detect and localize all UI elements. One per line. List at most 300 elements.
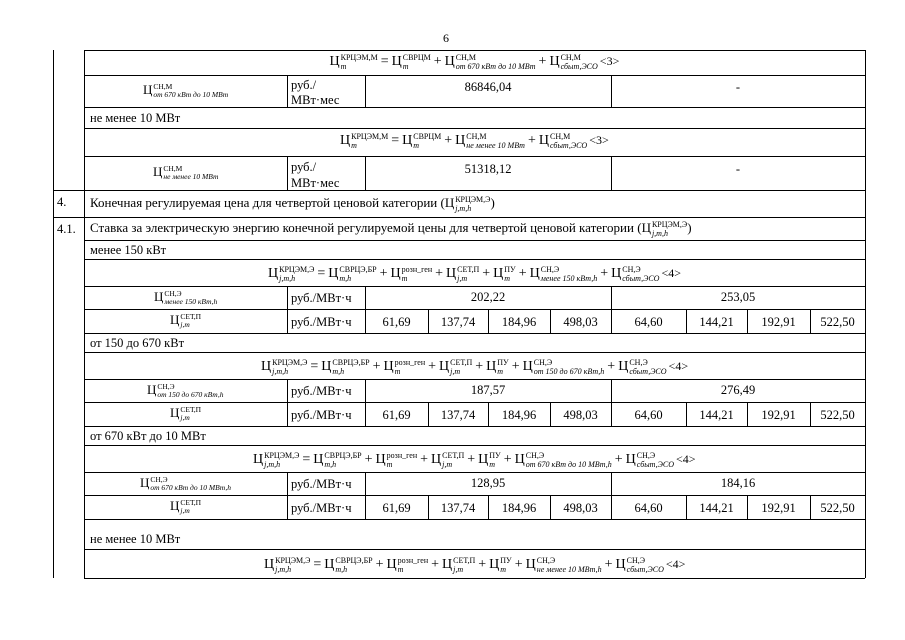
symbol-subscript: от 670 кВт до 10 МВт,h [525, 460, 612, 469]
symbol-indices [324, 451, 361, 469]
symbol-base: Ц [328, 266, 339, 282]
symbol-subscript: m [401, 274, 408, 283]
symbol-superscript: СН,М [153, 82, 173, 92]
symbol-indices [153, 83, 228, 99]
formula-operator: + [435, 266, 444, 282]
formula-term [442, 557, 475, 572]
symbol-subscript: не менее 10 МВт,h [536, 565, 602, 574]
symbol-base: Ц [391, 54, 402, 70]
formula-operator: + [511, 359, 520, 375]
rate-value: 498,03 [563, 501, 598, 515]
table-hline [84, 549, 865, 550]
symbol-subscript: j,m,h [651, 229, 668, 239]
symbol-base: Ц [253, 452, 264, 468]
symbol-indices [489, 451, 500, 469]
formula-operator: + [518, 266, 527, 282]
symbol-indices [622, 265, 659, 283]
formula-term [618, 359, 666, 374]
rate-value: 276,49 [720, 383, 756, 397]
symbol-superscript: ПУ [504, 265, 516, 274]
table-hline [84, 426, 865, 427]
table-hline [84, 107, 865, 108]
symbol-superscript: СН,Э [629, 358, 648, 367]
symbol-subscript: сбыт,ЭСО [560, 62, 598, 71]
rate-value: 137,74 [440, 408, 476, 422]
symbol-subscript: m,h [339, 274, 352, 283]
formula-operator: + [433, 54, 442, 70]
unit-label: руб./МВт·ч [291, 315, 352, 329]
row-symbol [147, 383, 224, 399]
symbol-indices [450, 358, 472, 376]
symbol-superscript: КРЦЭМ,Э [279, 265, 315, 274]
formula-term [486, 359, 509, 374]
formula-lhs [253, 452, 299, 467]
formula-operator: + [482, 266, 491, 282]
row-symbol [170, 313, 201, 329]
rate-value: 522,50 [820, 408, 855, 422]
formula-energy [253, 451, 696, 469]
symbol-indices [561, 53, 598, 71]
formula-term [539, 133, 587, 148]
symbol-superscript: розн_ген [401, 265, 433, 274]
unit-label: руб./МВт·ч [291, 384, 352, 398]
formula-monthly [340, 132, 609, 150]
rate-value: 137,74 [440, 501, 476, 515]
section-heading [90, 195, 495, 213]
symbol-subscript: менее 150 кВт,h [164, 297, 218, 307]
symbol-base: Ц [329, 54, 340, 70]
formula-monthly [330, 53, 620, 71]
symbol-base: Ц [514, 452, 525, 468]
table-hline [84, 286, 865, 287]
symbol-subscript: m [504, 274, 511, 283]
symbol-superscript: СЕТ,П [442, 451, 465, 460]
symbol-indices [332, 358, 369, 376]
rate-value: 187,57 [470, 383, 506, 397]
formula-operator: = [310, 359, 319, 375]
formula-operator: + [538, 54, 547, 70]
symbol-superscript: СН,Э [525, 451, 545, 460]
symbol-superscript: СЕТ,П [180, 405, 202, 415]
rate-value: 144,21 [699, 501, 734, 515]
formula-operator: + [527, 133, 536, 149]
symbol-superscript: СН,Э [622, 265, 641, 274]
symbol-superscript: СВРЦЭ,БР [332, 358, 370, 367]
table-hline [84, 445, 865, 446]
category-label: менее 150 кВт [90, 243, 167, 257]
rate-dash: - [735, 162, 741, 176]
row-symbol [153, 165, 218, 181]
symbol-superscript: СН,М [455, 53, 477, 62]
formula-term [392, 54, 431, 69]
rate-value: 61,69 [382, 501, 411, 515]
formula-term [530, 266, 598, 281]
formula-term [526, 557, 602, 572]
rate-value: 202,22 [470, 290, 506, 304]
formula-operator: + [478, 557, 487, 573]
symbol-superscript: СН,М [466, 132, 487, 141]
symbol-base: Ц [641, 220, 651, 235]
table-vline [287, 156, 288, 190]
rate-value: 184,96 [501, 408, 537, 422]
formula-tag: <4> [668, 359, 689, 374]
symbol-base: Ц [611, 266, 622, 282]
formula-lhs [268, 266, 314, 281]
symbol-subscript: m [413, 141, 420, 150]
category-label: не менее 10 МВт [90, 111, 181, 125]
table-hline [84, 379, 865, 380]
symbol-subscript: m [340, 62, 347, 71]
symbol-base: Ц [431, 452, 442, 468]
category-label: от 150 до 670 кВт [90, 336, 185, 350]
page-number: 6 [443, 31, 449, 45]
formula-term [402, 133, 441, 148]
formula-term [611, 266, 659, 281]
symbol-subscript: от 670 кВт до 10 МВт [455, 62, 536, 71]
unit-label: МВт·мес [291, 176, 340, 190]
row-symbol [170, 406, 201, 422]
row-symbol [143, 83, 228, 99]
symbol-superscript: КРЦЭМ,Э [455, 195, 491, 205]
category-label: не менее 10 МВт [90, 532, 181, 546]
rate-value: 192,91 [761, 501, 796, 515]
symbol-superscript: СВРЦЭ,БР [335, 556, 373, 565]
symbol-superscript: КРЦЭМ,Э [651, 220, 688, 230]
table-hline [84, 50, 865, 51]
formula-energy [261, 358, 688, 376]
symbol-indices [163, 165, 218, 181]
symbol-subscript: менее 150 кВт,h [540, 274, 598, 283]
row-symbol [154, 290, 217, 306]
rate-value: 253,05 [720, 290, 756, 304]
symbol-base: Ц [486, 359, 497, 375]
formula-operator: + [375, 557, 384, 573]
symbol-subscript: не менее 10 МВт [163, 172, 219, 182]
rate-dash: - [735, 80, 741, 94]
symbol-indices [341, 53, 378, 71]
symbol-indices [627, 556, 664, 574]
symbol-indices [456, 53, 536, 71]
symbol-base: Ц [478, 452, 489, 468]
symbol-subscript: m [497, 367, 504, 376]
symbol-base: Ц [170, 405, 180, 420]
rate-value: 184,96 [501, 315, 537, 329]
symbol-base: Ц [340, 133, 351, 149]
rate-value: 61,69 [382, 408, 411, 422]
symbol-superscript: СЕТ,П [450, 358, 473, 367]
formula-term [391, 266, 433, 281]
symbol-subscript: m [386, 460, 393, 469]
symbol-indices [550, 132, 587, 150]
category-label: от 670 кВт до 10 МВт [90, 429, 206, 443]
formula-operator: + [503, 452, 512, 468]
symbol-base: Ц [390, 266, 401, 282]
symbol-superscript: СН,М [549, 132, 571, 141]
section-close: ) [687, 220, 692, 235]
symbol-superscript: КРЦЭМ,Э [275, 556, 311, 565]
symbol-indices [272, 358, 307, 376]
symbol-indices [403, 53, 431, 71]
symbol-subscript: m [489, 460, 496, 469]
symbol-superscript: СЕТ,П [457, 265, 480, 274]
formula-lhs [264, 557, 310, 572]
formula-operator: + [514, 557, 523, 573]
symbol-base: Ц [525, 557, 536, 573]
table-vline [53, 50, 54, 578]
symbol-base: Ц [268, 266, 279, 282]
row-symbol [170, 499, 201, 515]
symbol-indices [398, 556, 428, 574]
table-hline [84, 519, 865, 520]
symbol-indices [526, 451, 612, 469]
symbol-base: Ц [375, 452, 386, 468]
symbol-superscript: КРЦЭМ,Э [272, 358, 308, 367]
symbol-indices [453, 556, 475, 574]
rate-value: 498,03 [563, 408, 598, 422]
formula-tag: <4> [665, 557, 686, 572]
symbol-subscript: сбыт,ЭСО [636, 460, 674, 469]
symbol-superscript: СВРЦЭ,БР [324, 451, 362, 460]
rate-value: 64,60 [634, 408, 663, 422]
symbol-indices [413, 132, 441, 150]
table-hline [84, 156, 865, 157]
symbol-base: Ц [321, 359, 332, 375]
symbol-indices [180, 499, 201, 515]
formula-term [455, 133, 525, 148]
symbol-indices [387, 451, 417, 469]
formula-term [616, 557, 664, 572]
table-hline [84, 333, 865, 334]
formula-term [515, 452, 612, 467]
symbol-base: Ц [444, 54, 455, 70]
symbol-subscript: j,m,h [272, 367, 289, 376]
section-number: 4. [57, 195, 67, 209]
symbol-base: Ц [615, 557, 626, 573]
formula-operator: = [380, 54, 389, 70]
symbol-base: Ц [264, 557, 275, 573]
symbol-superscript: СВРЦМ [402, 53, 431, 62]
formula-energy [268, 265, 681, 283]
symbol-subscript: m,h [324, 460, 337, 469]
formula-operator: + [444, 133, 453, 149]
formula-term [387, 557, 429, 572]
section-number: 4.1. [57, 222, 76, 236]
symbol-superscript: КРЦЭМ,М [351, 132, 389, 141]
formula-operator: = [302, 452, 311, 468]
formula-term [439, 359, 472, 374]
rate-value: 184,96 [501, 501, 537, 515]
formula-operator: + [420, 452, 429, 468]
formula-term [328, 266, 376, 281]
symbol-subscript: m [394, 367, 401, 376]
symbol-base: Ц [261, 359, 272, 375]
formula-lhs [330, 54, 378, 69]
symbol-subscript: j,m [453, 565, 464, 574]
formula-term [431, 452, 464, 467]
symbol-subscript: от 670 кВт до 10 МВт,h [150, 483, 231, 493]
formula-operator: + [364, 452, 373, 468]
symbol-superscript: СВРЦМ [413, 132, 442, 141]
formula-operator: + [467, 452, 476, 468]
symbol-base: Ц [444, 195, 455, 210]
symbol-superscript: СН,Э [164, 289, 182, 299]
symbol-indices [275, 556, 310, 574]
table-hline [53, 217, 865, 218]
symbol-indices [339, 265, 376, 283]
symbol-base: Ц [143, 82, 153, 97]
symbol-base: Ц [618, 359, 629, 375]
formula-lhs [261, 359, 307, 374]
symbol-superscript: СВРЦЭ,БР [339, 265, 377, 274]
formula-operator: + [428, 359, 437, 375]
symbol-base: Ц [455, 133, 466, 149]
rate-value: 144,21 [699, 408, 734, 422]
symbol-superscript: ПУ [489, 451, 501, 460]
symbol-indices [335, 556, 372, 574]
symbol-indices [351, 132, 388, 150]
formula-term [313, 452, 361, 467]
symbol-superscript: СН,Э [533, 358, 553, 367]
section-heading [90, 220, 692, 238]
formula-operator: = [313, 557, 322, 573]
symbol-superscript: розн_ген [394, 358, 426, 367]
symbol-subscript: m [500, 565, 507, 574]
unit-label: руб./ [291, 160, 317, 174]
symbol-base: Ц [489, 557, 500, 573]
unit-label: руб./ [291, 78, 317, 92]
formula-operator: + [600, 266, 609, 282]
symbol-indices [157, 383, 223, 399]
symbol-base: Ц [625, 452, 636, 468]
symbol-indices [150, 476, 231, 492]
symbol-indices [395, 358, 425, 376]
formula-operator: + [607, 359, 616, 375]
symbol-base: Ц [439, 359, 450, 375]
symbol-superscript: ПУ [500, 556, 512, 565]
symbol-subscript: сбыт,ЭСО [626, 565, 664, 574]
symbol-indices [457, 265, 479, 283]
symbol-indices [466, 132, 525, 150]
symbol-superscript: СН,Э [536, 556, 556, 565]
symbol-superscript: СН,Э [540, 265, 560, 274]
symbol-indices [164, 290, 217, 306]
symbol-base: Ц [442, 557, 453, 573]
rate-value: 61,69 [382, 315, 411, 329]
symbol-base: Ц [529, 266, 540, 282]
formula-term [324, 557, 372, 572]
formula-term [445, 54, 536, 69]
symbol-subscript: m,h [332, 367, 345, 376]
table-hline [84, 259, 865, 260]
symbol-base: Ц [170, 312, 180, 327]
symbol-base: Ц [154, 289, 164, 304]
symbol-indices [629, 358, 666, 376]
symbol-superscript: СЕТ,П [453, 556, 476, 565]
symbol-superscript: розн_ген [397, 556, 429, 565]
symbol-indices [541, 265, 597, 283]
table-hline [84, 472, 865, 473]
symbol-base: Ц [140, 475, 150, 490]
formula-operator: = [317, 266, 326, 282]
symbol-subscript: j,m [180, 413, 190, 423]
symbol-subscript: j,m [180, 320, 190, 330]
formula-term [626, 452, 674, 467]
symbol-base: Ц [383, 359, 394, 375]
table-hline [84, 240, 865, 241]
formula-operator: + [604, 557, 613, 573]
unit-label: руб./МВт·ч [291, 501, 352, 515]
section-text: Ставка за электрическую энергию конечной регулируемой цены для четвертой ценовой категории ( [90, 220, 642, 235]
rate-value: 51318,12 [464, 162, 512, 176]
symbol-subscript: j,m,h [275, 565, 292, 574]
rate-value: 192,91 [761, 315, 796, 329]
rate-value: 498,03 [563, 315, 598, 329]
formula-tag: <3> [589, 133, 609, 148]
unit-label: руб./МВт·ч [291, 477, 352, 491]
unit-label: МВт·мес [291, 93, 340, 107]
symbol-subscript: m [402, 62, 409, 71]
section-text: Конечная регулируемая цена для четвертой ценовой категории ( [90, 195, 445, 210]
formula-operator: + [431, 557, 440, 573]
symbol-subscript: j,m [180, 506, 190, 516]
symbol-superscript: розн_ген [386, 451, 418, 460]
rate-value: 184,16 [720, 476, 756, 490]
symbol-indices [455, 195, 490, 213]
formula-tag: <4> [675, 452, 696, 467]
table-vline [84, 50, 85, 578]
symbol-subscript: сбыт,ЭСО [549, 141, 588, 150]
symbol-superscript: СН,Э [626, 556, 646, 565]
formula-term [493, 266, 516, 281]
symbol-indices [402, 265, 432, 283]
formula-term [376, 452, 418, 467]
formula-operator: + [475, 359, 484, 375]
rate-value: 128,95 [470, 476, 506, 490]
symbol-superscript: СН,Э [157, 382, 175, 392]
unit-label: руб./МВт·ч [291, 408, 352, 422]
symbol-base: Ц [313, 452, 324, 468]
symbol-subscript: j,m [442, 460, 453, 469]
rate-value: 137,74 [440, 315, 476, 329]
formula-operator: + [614, 452, 623, 468]
symbol-base: Ц [153, 164, 163, 179]
symbol-superscript: СН,М [560, 53, 581, 62]
symbol-base: Ц [446, 266, 457, 282]
formula-term [523, 359, 605, 374]
formula-term [321, 359, 369, 374]
rate-value: 86846,04 [464, 80, 512, 94]
symbol-subscript: не менее 10 МВт [466, 141, 525, 150]
table-vline [865, 50, 866, 578]
table-hline [84, 578, 865, 579]
table-hline [84, 352, 865, 353]
symbol-indices [500, 556, 511, 574]
symbol-subscript: m [397, 565, 404, 574]
symbol-indices [442, 451, 464, 469]
symbol-subscript: j,m,h [279, 274, 296, 283]
formula-term [549, 54, 597, 69]
symbol-subscript: j,m [457, 274, 468, 283]
symbol-base: Ц [402, 133, 413, 149]
symbol-subscript: от 150 до 670 кВт,h [157, 390, 224, 400]
symbol-superscript: СН,Э [636, 451, 656, 460]
symbol-base: Ц [538, 133, 549, 149]
formula-term [489, 557, 512, 572]
symbol-base: Ц [522, 359, 533, 375]
symbol-superscript: КРЦЭМ,Э [264, 451, 300, 460]
table-hline [53, 190, 865, 191]
section-close: ) [490, 195, 495, 210]
